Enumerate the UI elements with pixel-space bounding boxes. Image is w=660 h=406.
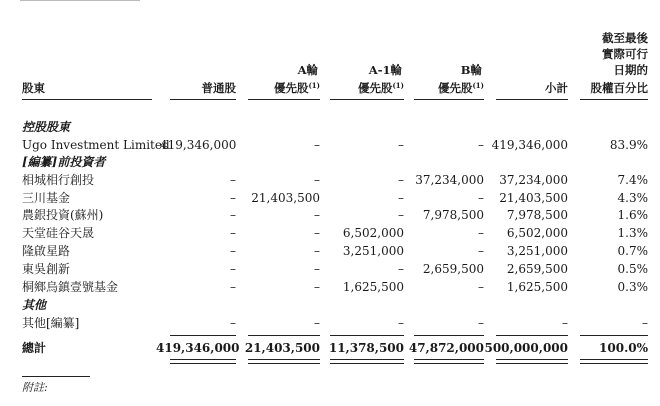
total-rule-a [248,335,320,336]
row-b: – [478,191,484,205]
row-subtotal: 21,403,500 [499,191,568,205]
row-a: – [314,262,320,276]
row-b: 7,978,500 [422,208,484,222]
row-pct: 1.6% [617,208,648,222]
header-rule-a [248,99,320,100]
total-label: 總計 [22,341,47,355]
double-rule-subtotal [496,359,568,364]
header-rule-pct [580,99,648,100]
row-ordinary: – [230,280,236,294]
row-name: 桐鄉烏鎮壹號基金 [22,280,119,294]
row-ordinary: – [230,262,236,276]
header-rule-a1 [330,99,404,100]
section-others: 其他 [22,298,47,312]
row-ordinary: 419,346,000 [160,138,237,152]
row-ordinary: – [230,244,236,258]
row-pct: 0.5% [617,262,648,276]
header-rule-shareholder [22,99,152,100]
row-name: 農銀投資(蘇州) [22,208,104,222]
double-rule-a1 [330,359,404,364]
row-name: Ugo Investment Limited [22,138,170,152]
row-a1: – [398,208,404,222]
top-rule [20,0,140,2]
row-a: – [314,208,320,222]
pct-header-line1: 截至最後 [602,31,648,45]
total-subtotal: 500,000,000 [484,341,568,355]
total-a1: 11,378,500 [328,341,404,355]
a-round-header-top: A輪 [297,63,318,77]
row-a1: – [398,191,404,205]
section-controlling: 控股股東 [22,120,71,134]
row-a: 21,403,500 [251,191,320,205]
row-name: 三川基金 [22,191,71,205]
row-subtotal: – [562,316,568,330]
row-subtotal: 1,625,500 [506,280,568,294]
row-subtotal: 419,346,000 [491,138,568,152]
row-ordinary: – [230,226,236,240]
total-a: 21,403,500 [244,341,320,355]
ordinary-header: 普通股 [201,81,236,95]
row-ordinary: – [230,316,236,330]
double-rule-pct [580,359,648,364]
row-name: 天堂硅谷天晟 [22,226,95,240]
total-ordinary: 419,346,000 [156,341,240,355]
row-b: – [478,280,484,294]
total-rule-b [414,335,484,336]
total-rule-ordinary [170,335,236,336]
total-rule-a1 [330,335,404,336]
row-a1: – [398,173,404,187]
row-b: 37,234,000 [415,173,484,187]
row-pct: 4.3% [617,191,648,205]
row-name: 隆啟星路 [22,244,71,258]
row-b: – [478,226,484,240]
row-pct: 7.4% [617,173,648,187]
row-a1: – [398,138,404,152]
row-ordinary: – [230,173,236,187]
b-round-header-top: B輪 [460,63,482,77]
a1-round-header: 優先股$^{(1)}$ [358,81,404,95]
row-ordinary: – [230,208,236,222]
row-subtotal: 3,251,000 [506,244,568,258]
row-a1: 3,251,000 [342,244,404,258]
pct-header-line3: 日期的 [613,63,648,77]
b-round-header: 優先股$^{(1)}$ [438,81,484,95]
row-subtotal: 7,978,500 [506,208,568,222]
row-pct: – [642,316,648,330]
total-b: 47,872,000 [408,341,484,355]
row-pct: 1.3% [617,226,648,240]
header-rule-ordinary [170,99,236,100]
shareholder-header: 股東 [22,81,45,95]
footnote-rule [22,376,90,377]
total-pct: 100.0% [599,341,648,355]
double-rule-a [248,359,320,364]
double-rule-ordinary [170,359,236,364]
header-rule-subtotal [496,99,568,100]
row-a1: 1,625,500 [342,280,404,294]
row-subtotal: 37,234,000 [499,173,568,187]
row-a1: 6,502,000 [342,226,404,240]
pct-header-line2: 實際可行 [602,47,648,61]
row-b: – [478,316,484,330]
row-pct: 0.3% [617,280,648,294]
row-a: – [314,244,320,258]
row-name: 相城相行創投 [22,173,95,187]
row-b: – [478,138,484,152]
row-a: – [314,138,320,152]
row-a: – [314,316,320,330]
row-pct: 83.9% [609,138,648,152]
row-b: – [478,244,484,258]
row-subtotal: 6,502,000 [506,226,568,240]
header-rule-b [414,99,484,100]
row-name: 其他[編纂] [22,316,80,330]
row-ordinary: – [230,191,236,205]
row-pct: 0.7% [617,244,648,258]
footnote-label: 附註: [22,381,48,394]
row-a1: – [398,262,404,276]
total-rule-subtotal [496,335,568,336]
row-a: – [314,226,320,240]
a1-round-header-top: A-1輪 [368,63,402,77]
total-rule-pct [580,335,648,336]
row-subtotal: 2,659,500 [506,262,568,276]
pct-header-line4: 股權百分比 [590,81,648,95]
subtotal-header: 小計 [545,81,568,95]
row-name: 東吳創新 [22,262,71,276]
section-pre-ipo: [編纂]前投資者 [22,155,106,169]
a-round-header: 優先股$^{(1)}$ [274,81,320,95]
row-a1: – [398,316,404,330]
row-a: – [314,173,320,187]
row-b: 2,659,500 [422,262,484,276]
row-a: – [314,280,320,294]
double-rule-b [414,359,484,364]
